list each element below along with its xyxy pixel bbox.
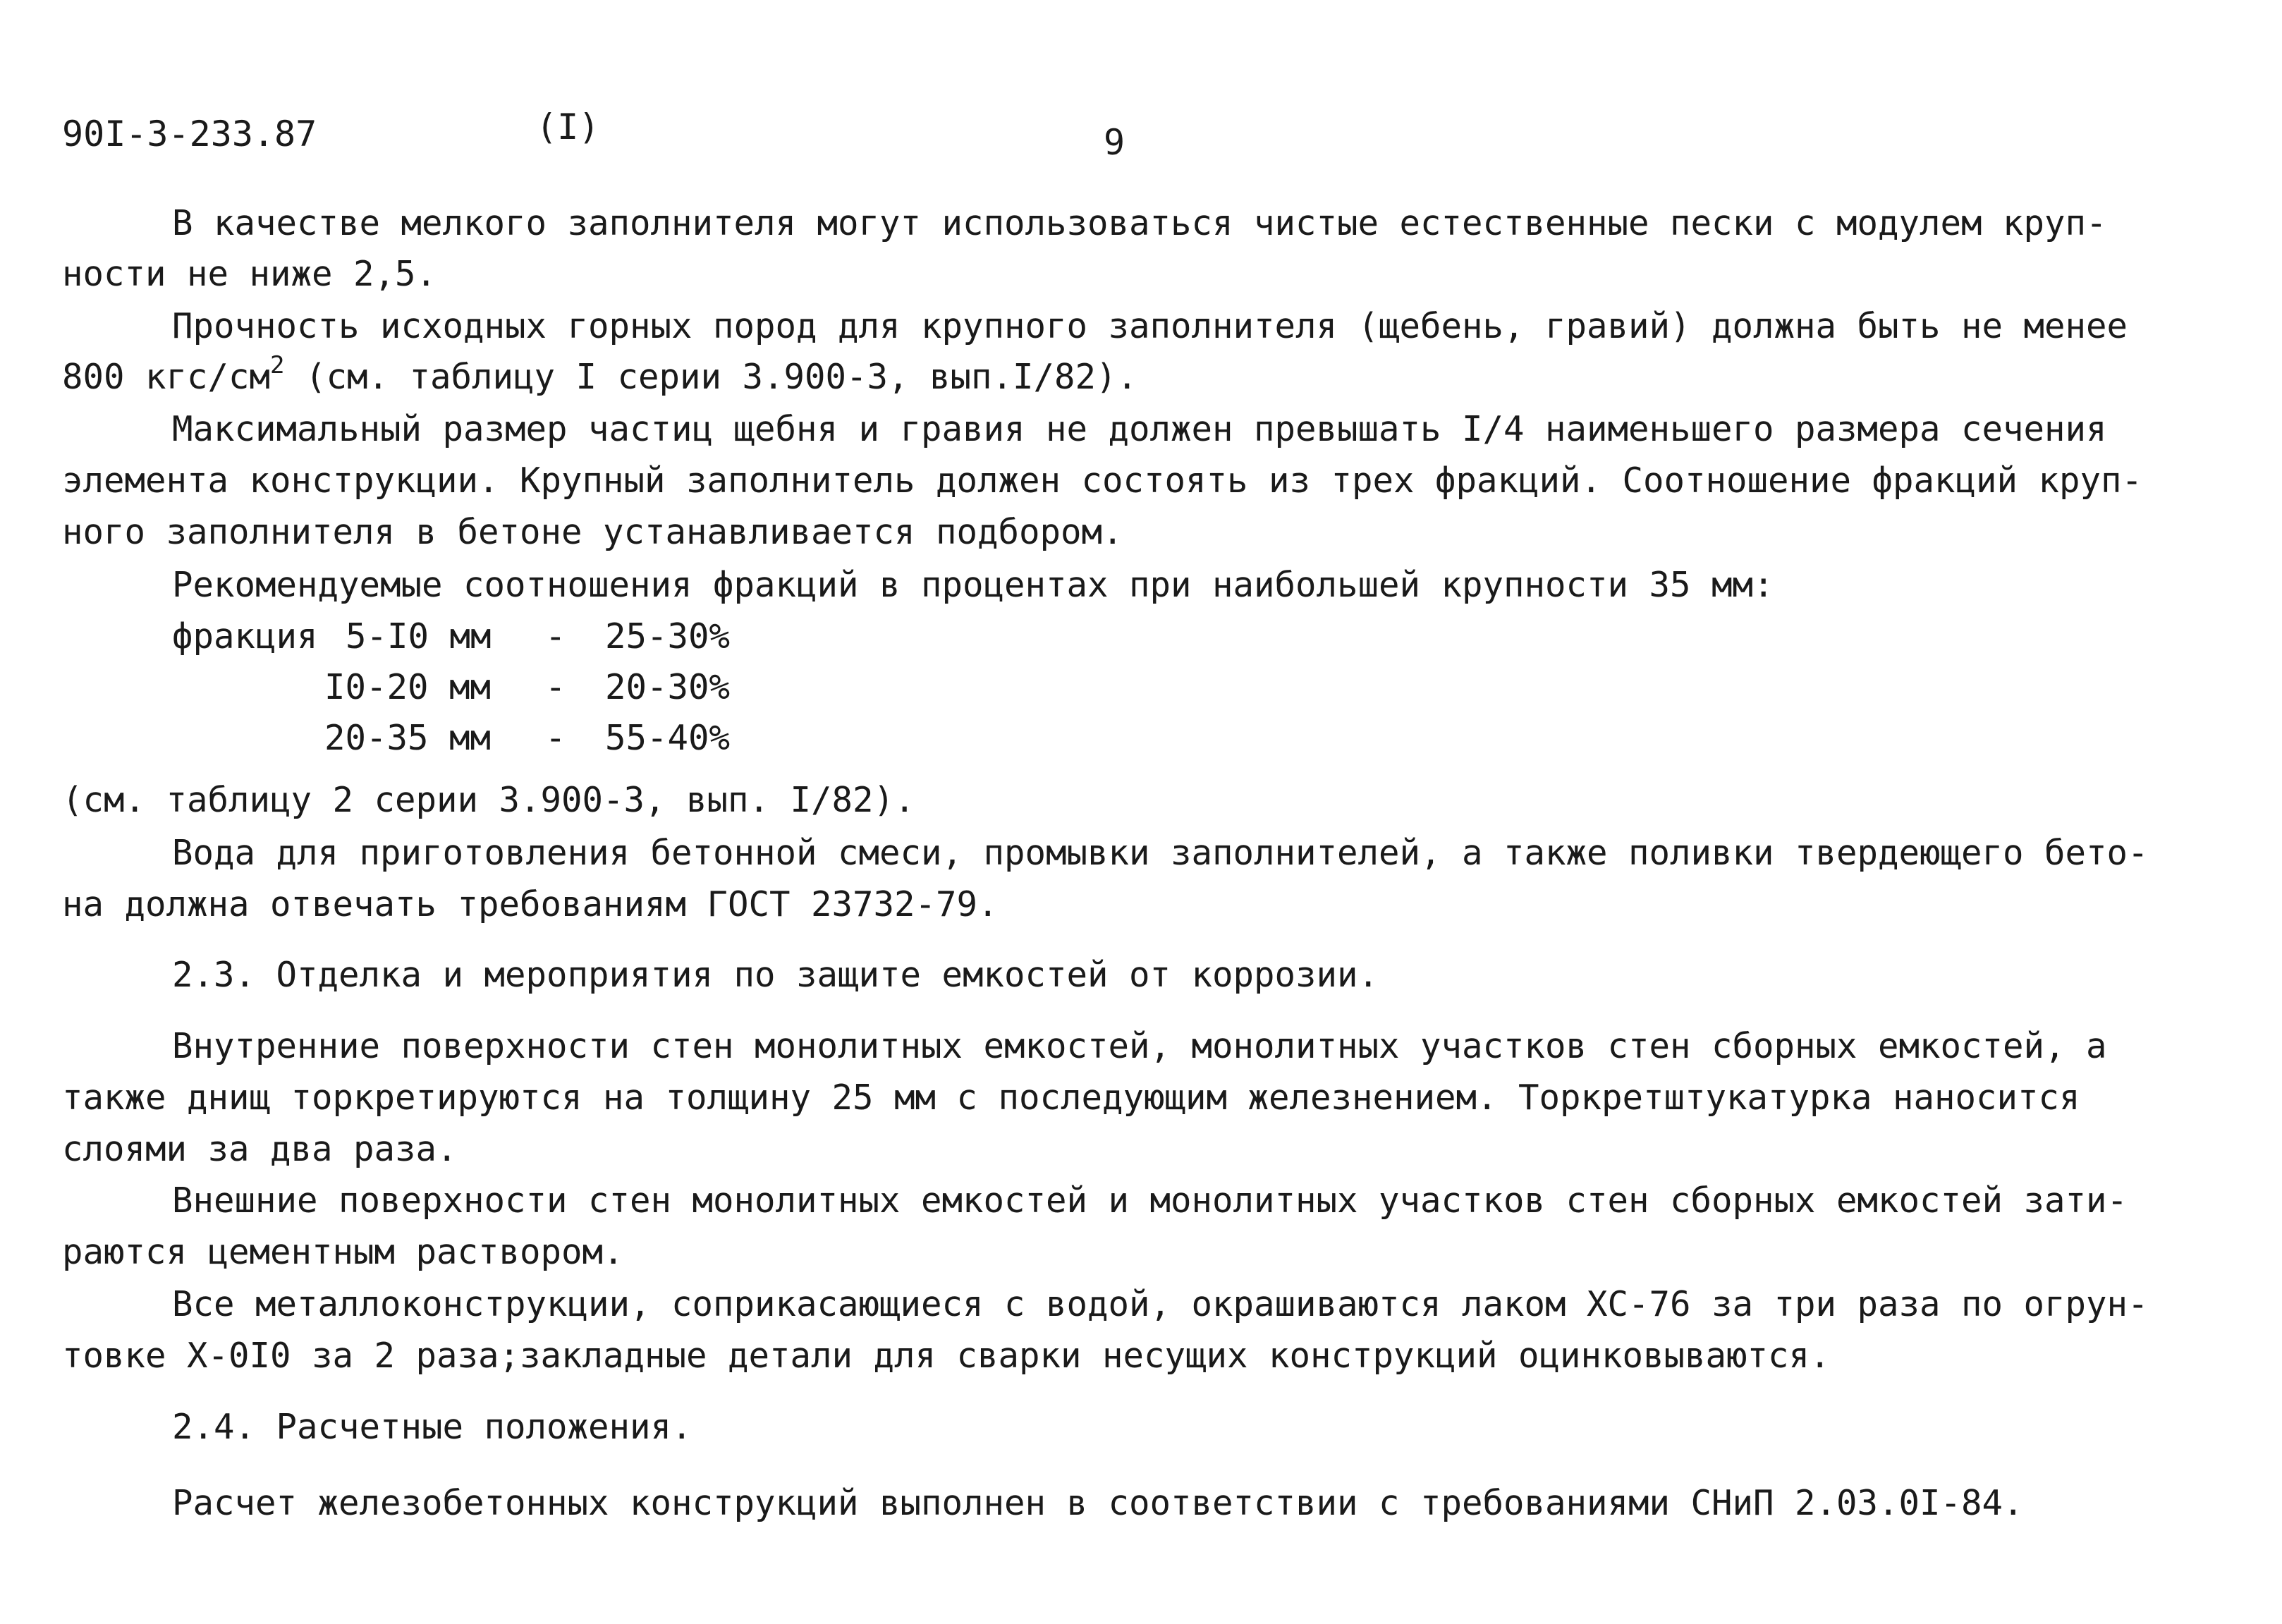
paragraph-line: Вода для приготовления бетонной смеси, промывки заполнителей, а также поливки твердеющего бето- (172, 833, 2149, 873)
strength-reference: (см. таблицу I серии 3.900-3, вып.I/82). (284, 357, 1138, 397)
paragraph-line: на должна отвечать требованиям ГОСТ 23732-79. (62, 884, 999, 924)
fraction-dash: - (545, 667, 566, 707)
fraction-size: I0-20 мм (324, 667, 492, 707)
document-code: 90I-3-233.87 (62, 114, 317, 154)
paragraph-line: Рекомендуемые соотношения фракций в процентах при наибольшей крупности 35 мм: (172, 565, 1774, 605)
paragraph-line: В качестве мелкого заполнителя могут использоваться чистые естественные пески с модулем круп- (172, 203, 2107, 243)
fraction-dash: - (545, 616, 566, 657)
paragraph-line (62, 351, 1138, 398)
paragraph-line: ного заполнителя в бетоне устанавливается подбором. (62, 512, 1123, 552)
fraction-dash: - (545, 718, 566, 758)
fraction-size: 5-I0 мм (346, 616, 492, 657)
paragraph-line: слоями за два раза. (62, 1129, 458, 1169)
revision-mark: (I) (536, 106, 600, 147)
fraction-percent: 20-30% (605, 667, 731, 707)
paragraph-line: Внешние поверхности стен монолитных емкостей и монолитных участков стен сборных емкостей зати- (172, 1180, 2128, 1221)
paragraph-line: Расчет железобетонных конструкций выполнен в соответствии с требованиями СНиП 2.03.0I-84. (172, 1483, 2024, 1523)
paragraph-line: ности не ниже 2,5. (62, 254, 437, 294)
paragraph-line: Внутренние поверхности стен монолитных емкостей, монолитных участков стен сборных емкостей, а (172, 1026, 2107, 1066)
paragraph-line: также днищ торкретируются на толщину 25 мм с последующим железнением. Торкретштукатурка наносится (62, 1077, 2080, 1118)
superscript: 2 (270, 351, 285, 379)
paragraph-line: Максимальный размер частиц щебня и гравия не должен превышать I/4 наименьшего размера сечения (172, 409, 2107, 449)
paragraph-line: элемента конструкции. Крупный заполнитель должен состоять из трех фракций. Соотношение фракций круп- (62, 460, 2143, 501)
section-heading: 2.4. Расчетные положения. (172, 1407, 692, 1447)
fraction-label: фракция (172, 616, 318, 657)
fraction-size: 20-35 мм (324, 718, 492, 758)
fraction-percent: 55-40% (605, 718, 731, 758)
paragraph-line: товке Х-0I0 за 2 раза;закладные детали для сварки несущих конструкций оцинковываются. (62, 1336, 1831, 1376)
section-heading: 2.3. Отделка и мероприятия по защите емкостей от коррозии. (172, 955, 1379, 995)
paragraph-line: Все металлоконструкции, соприкасающиеся с водой, окрашиваются лаком ХС-76 за три раза по огрун- (172, 1284, 2149, 1324)
paragraph-line: раются цементным раствором. (62, 1232, 624, 1272)
paragraph-line: Прочность исходных горных пород для крупного заполнителя (щебень, гравий) должна быть не менее (172, 306, 2128, 346)
page-number: 9 (1104, 122, 1125, 163)
fraction-percent: 25-30% (605, 616, 731, 657)
paragraph-line: (см. таблицу 2 серии 3.900-3, вып. I/82). (62, 780, 915, 820)
strength-value: 800 кгс/см (62, 357, 271, 397)
